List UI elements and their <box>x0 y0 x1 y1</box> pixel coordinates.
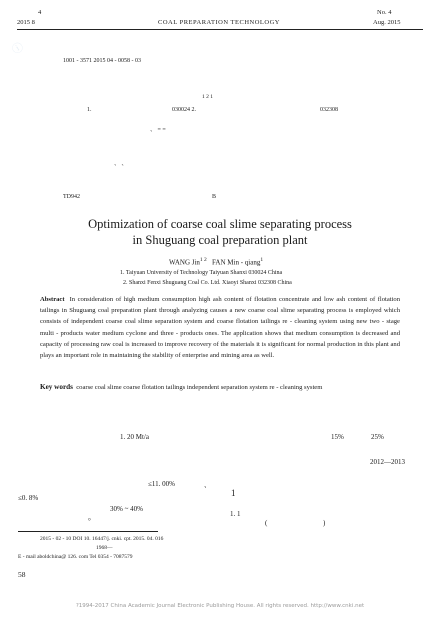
document-code: B <box>212 194 217 200</box>
affiliation-en-2: 2. Shanxi Fenxi Shuguang Coal Co. Ltd. Xiaoyi Shanxi 032308 China <box>123 280 292 286</box>
header-rule <box>17 29 423 30</box>
keywords-text: coarse coal slime coarse flotation tailings independent separation system re - cleaning system <box>76 384 323 391</box>
body-percent-25: 25% <box>371 433 384 441</box>
affiliation-cn-1: 1. <box>87 107 92 113</box>
footnote-contact: E - mail aboldchina@ 126. com Tel 0354 - 7087579 <box>18 554 133 560</box>
author-1-affil: 1 2 <box>199 257 207 263</box>
author-superscripts: 1 2 1 <box>202 94 213 100</box>
body-percent-15: 15% <box>331 433 344 441</box>
abstract-label: Abstract <box>40 296 65 303</box>
affiliation-cn-2: 030024 2. <box>172 107 196 113</box>
author-2: FAN Min - qiang <box>212 258 261 267</box>
article-id: 1001 - 3571 2015 04 - 0058 - 03 <box>63 58 141 64</box>
author-2-affil: 1 <box>260 257 264 263</box>
page-number: 58 <box>18 570 26 579</box>
clc-number: TD942 <box>63 194 80 200</box>
abstract-cn-marks: 、 = = <box>150 127 166 133</box>
body-percent-range: 30% ~ 40% <box>110 505 143 513</box>
year-month: 2015 8 <box>17 19 35 26</box>
watermark: ⓘ <box>9 40 26 57</box>
body-mark: 、 <box>204 481 211 489</box>
title-line-2: in Shuguang coal preparation plant <box>132 233 308 247</box>
journal-name: COAL PREPARATION TECHNOLOGY <box>158 19 280 26</box>
issue-date: Aug. 2015 <box>373 19 401 26</box>
authors-en <box>169 257 263 266</box>
body-ash-limit: ≤11. 00% <box>148 480 175 488</box>
body-mark-2: ° <box>88 517 91 525</box>
author-1: WANG Jin <box>169 258 200 267</box>
volume-number: 4 <box>38 9 42 16</box>
copyright-notice: ?1994-2017 China Academic Journal Electronic Publishing House. All rights reserved. http://www.cnki.net <box>75 603 365 609</box>
body-capacity: 1. 20 Mt/a <box>120 433 149 441</box>
title-line-1: Optimization of coarse coal slime separating process <box>88 217 352 231</box>
body-years: 2012—2013 <box>370 458 405 466</box>
abstract-text: In consideration of high medium consumption high ash content of flotation concentrate and low ash content of flotation tailings in Shuguang coal preparation plant through analyzing causes a new coarse coal slime separating process is employed which consists of independent coarse coal slime separation system and coarse flotation tailings re - cleaning system using new two - stage multi - products water medium cyclone and three - products ones. The application shows that medium consumption is decreased and capacity of processing raw coal is increased to improve recovery of the materials it is significant for normal production in this plant and plays an important role in maintaining the stability of enterprise and mining area as well. <box>40 296 401 360</box>
affiliation-cn-postcode: 032308 <box>320 107 338 113</box>
abstract-en <box>40 294 400 361</box>
abstract-cn-marks-2: 、 、 <box>114 161 128 167</box>
footnote-rule <box>18 531 158 532</box>
footnote-born: 1968— <box>96 545 113 551</box>
body-paren-close: ) <box>323 519 326 527</box>
body-ash-08: ≤0. 8% <box>18 494 39 502</box>
footnote-received: 2015 - 02 - 10 DOI 10. 16447/j. cnki. cpt. 2015. 04. 016 <box>40 536 164 542</box>
body-paren-open: ( <box>265 519 268 527</box>
keywords-en <box>40 382 400 393</box>
keywords-label: Key words <box>40 383 73 391</box>
issue-number: No. 4 <box>377 9 392 16</box>
affiliation-en-1: 1. Taiyuan University of Technology Taiyuan Shanxi 030024 China <box>120 270 283 276</box>
section-number-1-1: 1. 1 <box>230 510 241 518</box>
section-number-1: 1 <box>231 488 236 498</box>
